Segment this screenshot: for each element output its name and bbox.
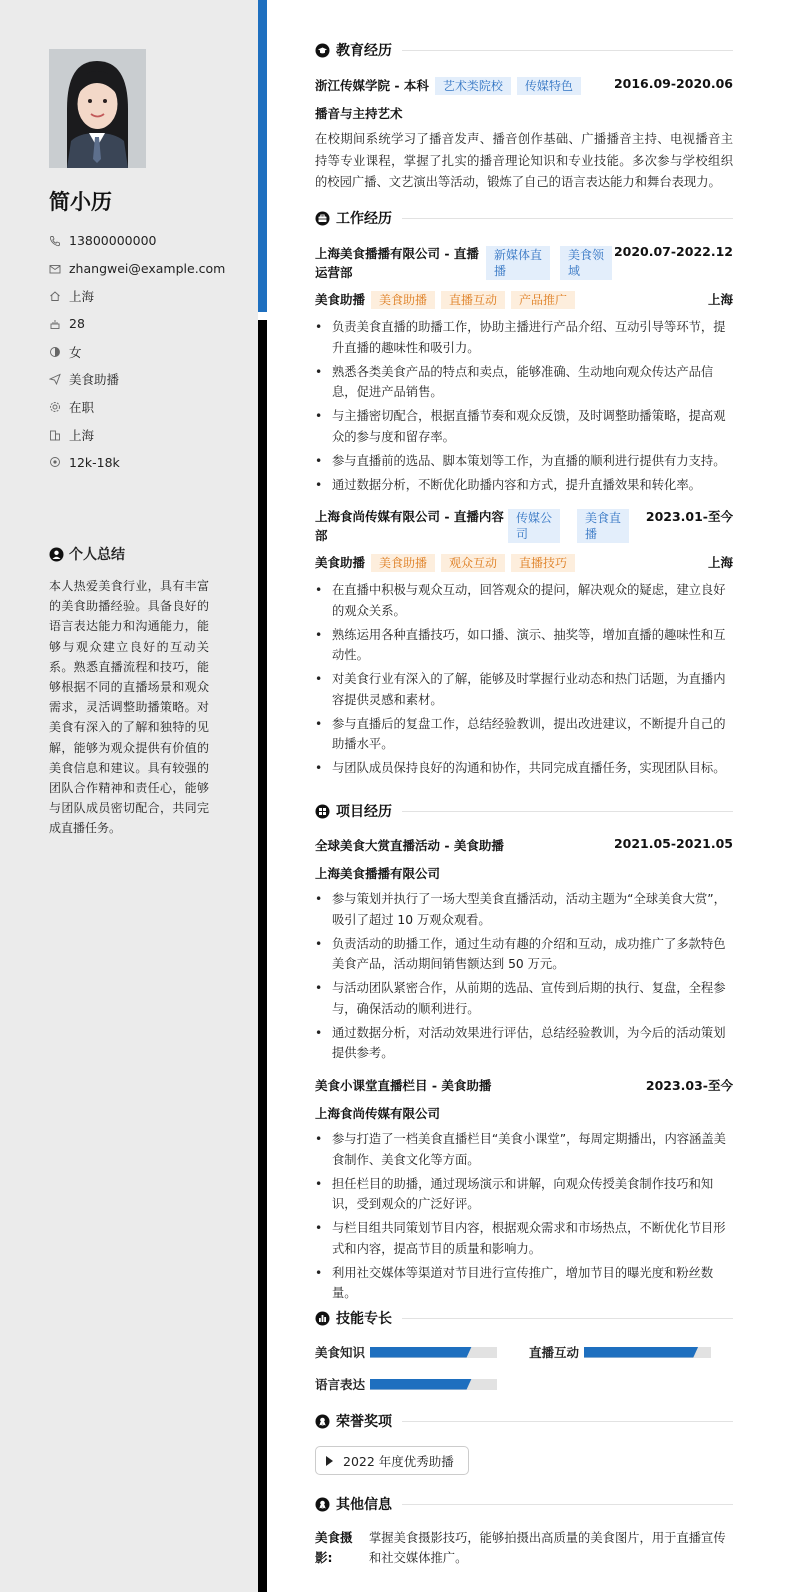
info-email xyxy=(49,255,249,283)
job-skill-tag: 直播互动 xyxy=(441,291,505,309)
job-tag-line: 播 xyxy=(585,527,598,541)
graduation-cap-icon xyxy=(315,43,330,58)
job-tag-line: 传媒公 xyxy=(516,511,553,525)
job-company xyxy=(315,507,505,545)
info-gender xyxy=(49,338,249,366)
info-age-text: 28 xyxy=(69,316,85,332)
project-date: 2021.05-2021.05 xyxy=(613,836,733,851)
project-name: 美食小课堂直播栏目 - 美食助播 xyxy=(315,1078,492,1093)
info-salary-text: 12k-18k xyxy=(69,454,120,470)
info-position-text: 美食助播 xyxy=(69,372,120,388)
list-item: • 通过数据分析，不断优化助播内容和方式，提升直播效果和转化率。 xyxy=(315,475,733,496)
job-tag-line: 域 xyxy=(568,264,581,278)
skill-name: 美食知识 xyxy=(315,1345,366,1360)
info-phone xyxy=(49,227,249,255)
list-item: • 对美食行业有深入的了解，能够及时掌握行业动态和热门话题，为直播内容提供灵感和素材。 xyxy=(315,669,733,710)
job-tag-line: 司 xyxy=(516,527,529,541)
briefcase-icon xyxy=(315,211,330,226)
info-age xyxy=(49,310,249,338)
gender-icon xyxy=(49,346,61,358)
award-badge xyxy=(315,1446,469,1475)
project-name: 全球美食大赏直播活动 - 美食助播 xyxy=(315,838,504,853)
info-email-text: zhangwei@example.com xyxy=(69,261,226,277)
award-text: 2022 年度优秀助播 xyxy=(343,1453,454,1469)
info-status-text: 在职 xyxy=(69,399,95,415)
job-company-line: 上海食尚传媒有限公司 - 直播内容 xyxy=(315,509,504,524)
job-role: 美食助播 xyxy=(315,555,366,570)
status-icon xyxy=(49,401,61,413)
list-item: • 参与打造了一档美食直播栏目“美食小课堂”，每周定期播出，内容涵盖美食制作、美食文化等方面。 xyxy=(315,1129,733,1170)
list-item: • 参与直播后的复盘工作，总结经验教训，提出改进建议，不断提升自己的助播水平。 xyxy=(315,714,733,755)
skills-heading xyxy=(315,1308,733,1328)
grid-icon xyxy=(315,804,330,819)
list-item: • 利用社交媒体等渠道对节目进行宣传推广，增加节目的曝光度和粉丝数量。 xyxy=(315,1263,733,1304)
info-salary xyxy=(49,449,249,477)
project-org: 上海美食播播有限公司 xyxy=(315,866,441,881)
job-role: 美食助播 xyxy=(315,292,366,307)
info-position xyxy=(49,365,249,393)
education-header xyxy=(315,76,733,96)
education-date: 2016.09-2020.06 xyxy=(613,76,733,91)
list-item: • 通过数据分析，对活动效果进行评估，总结经验教训，为今后的活动策划提供参考。 xyxy=(315,1023,733,1064)
project-org: 上海食尚传媒有限公司 xyxy=(315,1106,441,1121)
info-city xyxy=(49,282,249,310)
job-tag xyxy=(577,509,629,543)
user-icon xyxy=(49,547,64,562)
job-company-line: 上海美食播播有限公司 - 直播 xyxy=(315,246,479,261)
job-skill-tag: 观众互动 xyxy=(441,554,505,572)
project-date: 2023.03-至今 xyxy=(645,1078,733,1093)
accent-bar-blue xyxy=(258,0,267,312)
list-item: • 与栏目组共同策划节目内容，根据观众需求和市场热点，不断优化节目形式和内容，提高节目的质量和影响力。 xyxy=(315,1218,733,1259)
education-heading xyxy=(315,40,733,60)
profile-name: 简小历 xyxy=(49,190,112,214)
section-divider xyxy=(402,1421,733,1422)
other-text: 掌握美食摄影技巧，能够拍摄出高质量的美食图片，用于直播宣传和社交媒体推广。 xyxy=(369,1531,726,1565)
projects-heading xyxy=(315,801,733,821)
job-location: 上海 xyxy=(707,555,733,570)
info-phone-text: 13800000000 xyxy=(69,233,157,249)
skill-item xyxy=(315,1343,497,1361)
job-bullets xyxy=(315,580,733,782)
job-skill-tag: 产品推广 xyxy=(511,291,575,309)
work-heading xyxy=(315,208,733,228)
project-bullets xyxy=(315,889,733,1067)
section-divider xyxy=(402,1318,733,1319)
salary-icon xyxy=(49,456,61,468)
job-tag xyxy=(560,246,612,280)
job-skill-tag: 美食助播 xyxy=(371,291,435,309)
info-target-city xyxy=(49,421,249,449)
list-item: • 在直播中积极与观众互动，回答观众的提问，解决观众的疑虑，建立良好的观众关系。 xyxy=(315,580,733,621)
job-role-row xyxy=(315,290,733,310)
list-item: • 参与策划并执行了一场大型美食直播活动，活动主题为“全球美食大赏”，吸引了超过 10 万观众观看。 xyxy=(315,889,733,930)
bar-chart-icon xyxy=(315,1311,330,1326)
skills-title-text: 技能专长 xyxy=(336,1311,392,1327)
job-tag-line: 美食直 xyxy=(585,511,622,525)
job-date: 2020.07-2022.12 xyxy=(613,244,733,259)
job-tag xyxy=(508,509,560,543)
skill-bar-fill xyxy=(370,1347,472,1358)
building-icon xyxy=(49,429,61,441)
job-skill-tag: 直播技巧 xyxy=(511,554,575,572)
job-tag-line: 美食领 xyxy=(568,248,605,262)
home-icon xyxy=(49,290,61,302)
summary-text: 本人热爱美食行业，具有丰富的美食助播经验。具备良好的语言表达能力和沟通能力，能够与观众建立良好的互动关系。熟悉直播流程和技巧，能够根据不同的直播场景和观众需求，灵活调整助播策略。对美食有深入的了解和独特的见解，能够为观众提供有价值的美食信息和建议。具有较强的团队合作精神和责任心，能够与团队成员密切配合，共同完成直播任务。 xyxy=(49,579,209,836)
section-divider xyxy=(402,218,733,219)
job-tag xyxy=(486,246,550,280)
list-item: • 参与直播前的选品、脚本策划等工作，为直播的顺利进行提供有力支持。 xyxy=(315,451,733,472)
education-description: 在校期间系统学习了播音发声、播音创作基础、广播播音主持、电视播音主持等专业课程，掌握了扎实的播音理论知识和专业技能。多次参与学校组织的校园广播、文艺演出等活动，锻炼了自己的语言表达能力和舞台表现力。 xyxy=(315,132,733,189)
section-divider xyxy=(402,811,733,812)
job-location: 上海 xyxy=(707,292,733,307)
awards-title-text: 荣誉奖项 xyxy=(336,1414,392,1430)
education-tag: 传媒特色 xyxy=(517,77,581,95)
skill-bar-fill xyxy=(584,1347,698,1358)
list-item: • 担任栏目的助播，通过现场演示和讲解，向观众传授美食制作技巧和知识，受到观众的广泛好评。 xyxy=(315,1174,733,1215)
play-icon xyxy=(326,1456,333,1466)
list-item: • 负责美食直播的助播工作，协助主播进行产品介绍、互动引导等环节，提升直播的趣味性和吸引力。 xyxy=(315,317,733,358)
list-item: • 熟练运用各种直播技巧，如口播、演示、抽奖等，增加直播的趣味性和互动性。 xyxy=(315,625,733,666)
profile-photo xyxy=(49,49,146,168)
summary-title-text: 个人总结 xyxy=(69,547,125,563)
project-bullets xyxy=(315,1129,733,1307)
skill-name: 语言表达 xyxy=(315,1377,366,1392)
summary-heading xyxy=(49,544,125,564)
job-company-line: 运营部 xyxy=(315,265,353,280)
section-divider xyxy=(402,50,733,51)
contact-info-list xyxy=(49,227,249,476)
send-icon xyxy=(49,373,61,385)
list-item: • 与主播密切配合，根据直播节奏和观众反馈，及时调整助播策略，提高观众的参与度和留存率。 xyxy=(315,406,733,447)
skill-item xyxy=(529,1343,711,1361)
award-icon xyxy=(315,1497,330,1512)
education-school: 浙江传媒学院 - 本科 xyxy=(315,78,429,93)
info-status xyxy=(49,393,249,421)
other-title-text: 其他信息 xyxy=(336,1497,392,1513)
skill-item xyxy=(315,1375,497,1393)
project-header xyxy=(315,836,733,856)
info-gender-text: 女 xyxy=(69,344,82,360)
other-item xyxy=(315,1528,733,1568)
list-item: • 与团队成员保持良好的沟通和协作，共同完成直播任务，实现团队目标。 xyxy=(315,758,733,779)
info-target-city-text: 上海 xyxy=(69,427,95,443)
work-title-text: 工作经历 xyxy=(336,211,392,227)
job-tag-line: 播 xyxy=(494,264,507,278)
project-header xyxy=(315,1076,733,1096)
award-icon xyxy=(315,1414,330,1429)
job-date: 2023.01-至今 xyxy=(645,509,733,524)
section-divider xyxy=(402,1504,733,1505)
job-company xyxy=(315,244,480,282)
list-item: • 与活动团队紧密合作，从前期的选品、宣传到后期的执行、复盘，全程参与，确保活动的顺利进行。 xyxy=(315,978,733,1019)
accent-bar-black xyxy=(258,320,267,1592)
job-bullets xyxy=(315,317,733,499)
education-major: 播音与主持艺术 xyxy=(315,106,403,121)
job-tag-line: 新媒体直 xyxy=(494,248,543,262)
info-city-text: 上海 xyxy=(69,289,95,305)
education-tag: 艺术类院校 xyxy=(435,77,511,95)
job-role-row xyxy=(315,553,733,573)
skill-bar xyxy=(370,1379,497,1390)
mail-icon xyxy=(49,263,61,275)
projects-title-text: 项目经历 xyxy=(336,804,392,820)
cake-icon xyxy=(49,318,61,330)
other-heading xyxy=(315,1494,733,1514)
skill-bar xyxy=(370,1347,497,1358)
phone-icon xyxy=(49,235,61,247)
job-company-line: 部 xyxy=(315,528,328,543)
awards-heading xyxy=(315,1411,733,1431)
skill-bar-fill xyxy=(370,1379,472,1390)
list-item: • 负责活动的助播工作，通过生动有趣的介绍和互动，成功推广了多款特色美食产品，活动期间销售额达到 50 万元。 xyxy=(315,934,733,975)
skill-bar xyxy=(584,1347,711,1358)
skill-name: 直播互动 xyxy=(529,1345,580,1360)
education-title-text: 教育经历 xyxy=(336,43,392,59)
other-label: 美食摄影: xyxy=(315,1530,353,1565)
list-item: • 熟悉各类美食产品的特点和卖点，能够准确、生动地向观众传达产品信息，促进产品销售。 xyxy=(315,362,733,403)
job-skill-tag: 美食助播 xyxy=(371,554,435,572)
